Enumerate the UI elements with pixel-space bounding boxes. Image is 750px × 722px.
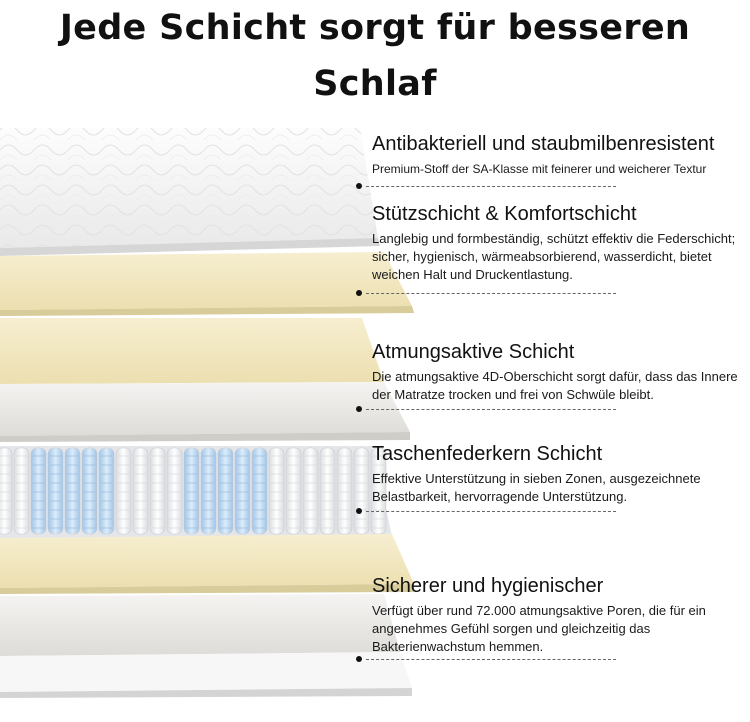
layer-1-description: Premium-Stoff der SA-Klasse mit feinerer und weicherer Textur (372, 162, 707, 176)
fabric-layer (0, 128, 380, 256)
layer-5-leader (356, 656, 616, 664)
layer-label-2 (372, 202, 744, 284)
layer-1-leader (356, 183, 616, 191)
layer-4-title: Taschenfederkern Schicht (372, 443, 603, 465)
layer-label-5 (372, 574, 744, 656)
foam-layer (0, 252, 414, 316)
layer-4-leader (356, 508, 616, 516)
base-layer (0, 534, 414, 698)
pocket-spring-layer (0, 446, 392, 538)
layer-3-description: Die atmungsaktive 4D-Oberschicht sorgt dafür, dass das Innere der Matratze trocken und frei von Schwüle bleibt. (372, 369, 738, 402)
layer-5-description: Verfügt über rund 72.000 atmungsaktive Poren, die für ein angenehmes Gefühl sorgen und gleichzeitig das Bakterienwachstum hemmen. (372, 603, 706, 654)
layer-3-title: Atmungsaktive Schicht (372, 341, 575, 363)
layer-2-title: Stützschicht & Komfortschicht (372, 203, 637, 225)
layer-label-3 (372, 340, 744, 404)
breathable-layer (0, 318, 410, 442)
layer-5-title: Sicherer und hygienischer (372, 575, 604, 597)
layer-label-1 (372, 132, 744, 178)
layer-label-4 (372, 442, 744, 506)
layer-2-leader (356, 290, 616, 298)
layer-4-description: Effektive Unterstützung in sieben Zonen, ausgezeichnete Belastbarkeit, hervorragende Unterstützung. (372, 471, 701, 504)
page-title: Jede Schicht sorgt für besseren Schlaf (59, 8, 691, 104)
layer-3-leader (356, 406, 616, 414)
layer-1-title: Antibakteriell und staubmilbenresistent (372, 133, 715, 155)
layer-2-description: Langlebig und formbeständig, schützt effektiv die Federschicht; sicher, hygienisch, wärmeabsorbierend, wasserdicht, bietet weichen Halt und Druckentlastung. (372, 231, 736, 282)
